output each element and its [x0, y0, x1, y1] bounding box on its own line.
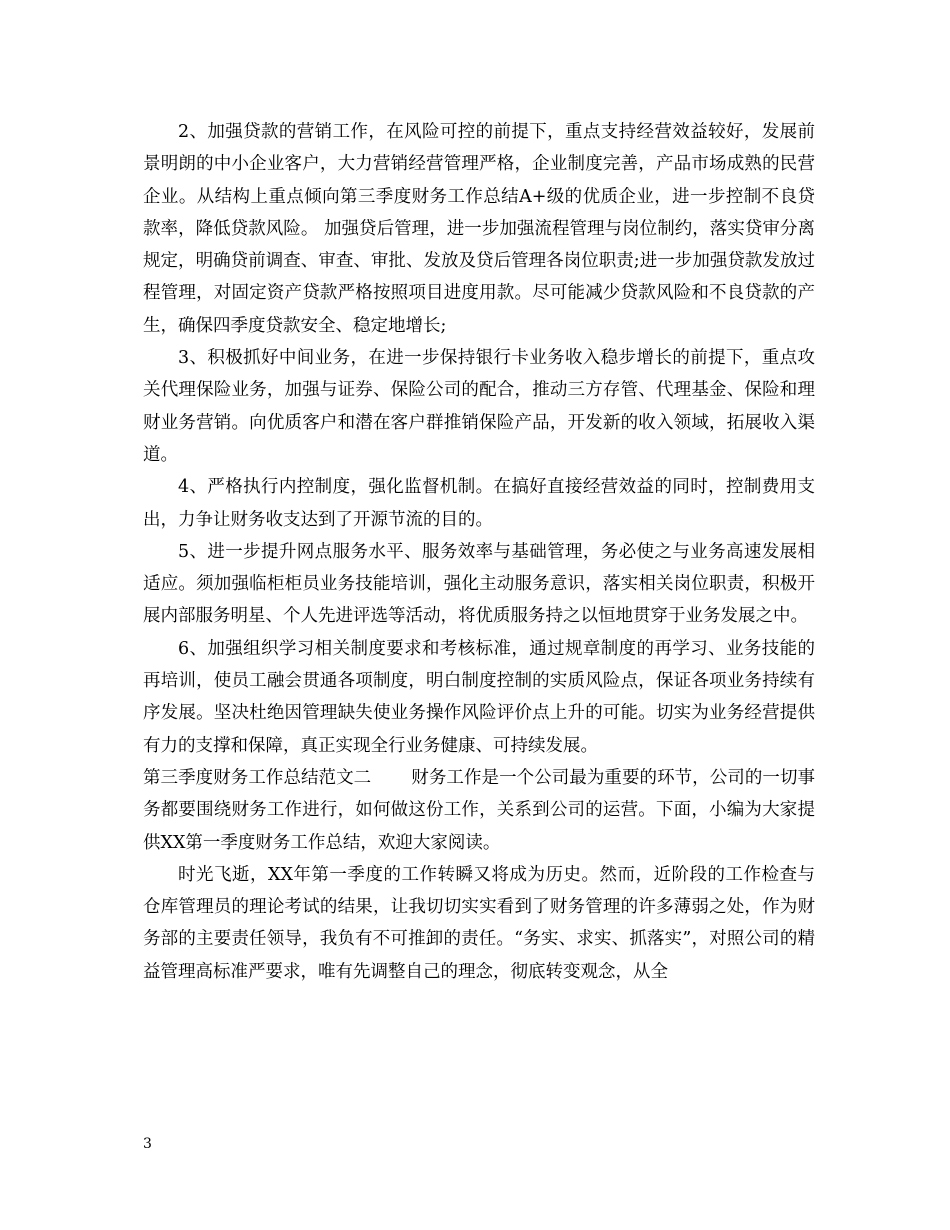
paragraph-item-6: 6、加强组织学习相关制度要求和考核标准，通过规章制度的再学习、业务技能的再培训，使员工融会贯通各项制度，明白制度控制的实质风险点，保证各项业务持续有序发展。坚决杜绝因管理缺失使业务操作风险评价点上升的可能。切实为业务经营提供有力的支撑和保障，真正实现全行业务健康、可持续发展。	[143, 638, 815, 756]
final-paragraph: 时光飞逝，XX年第一季度的工作转瞬又将成为历史。然而，近阶段的工作检查与仓库管理员的理论考试的结果，让我切切实实看到了财务管理的许多薄弱之处，作为财务部的主要责任领导，我负有不可推卸的责任。“务实、求实、抓落实”，对照公司的精益管理高标准严要求，唯有先调整自己的理念，彻底转变观念，从全	[143, 864, 815, 982]
section-intro-text: 财务工作是一个公司最为重要的环节，公司的一切事务都要围绕财务工作进行，如何做这份工作，关系到公司的运营。下面，小编为大家提供XX第一季度财务工作总结，欢迎大家阅读。	[143, 767, 816, 853]
document-body	[143, 116, 815, 988]
paragraph-item-2: 2、加强贷款的营销工作，在风险可控的前提下，重点支持经营效益较好，发展前景明朗的中小企业客户，大力营销经营管理严格，企业制度完善，产品市场成熟的民营企业。从结构上重点倾向第三季度财务工作总结A+级的优质企业，进一步控制不良贷款率，降低贷款风险。 加强贷后管理，进一步加强流程管理与岗位制约，落实贷审分离规定，明确贷前调查、审查、审批、发放及贷后管理各岗位职责;进一步加强贷款发放过程管理，对固定资产贷款严格按照项目进度用款。尽可能减少贷款风险和不良贷款的产生，确保四季度贷款安全、稳定地增长;	[143, 122, 815, 336]
section-intro-paragraph	[143, 762, 815, 859]
paragraph-item-4: 4、严格执行内控制度，强化监督机制。在搞好直接经营效益的同时，控制费用支出，力争让财务收支达到了开源节流的目的。	[143, 477, 815, 530]
paragraph-item-3: 3、积极抓好中间业务，在进一步保持银行卡业务收入稳步增长的前提下，重点攻关代理保险业务，加强与证券、保险公司的配合，推动三方存管、代理基金、保险和理财业务营销。向优质客户和潜在客户群推销保险产品，开发新的收入领域，拓展收入渠道。	[143, 348, 815, 465]
section-title: 第三季度财务工作总结范文二	[143, 767, 372, 788]
paragraph-item-5: 5、进一步提升网点服务水平、服务效率与基础管理，务必使之与业务高速发展相适应。须加强临柜柜员业务技能培训，强化主动服务意识，落实相关岗位职责，积极开展内部服务明星、个人先进评选等活动，将优质服务持之以恒地贯穿于业务发展之中。	[143, 541, 815, 627]
page-number: 3	[143, 1136, 152, 1152]
